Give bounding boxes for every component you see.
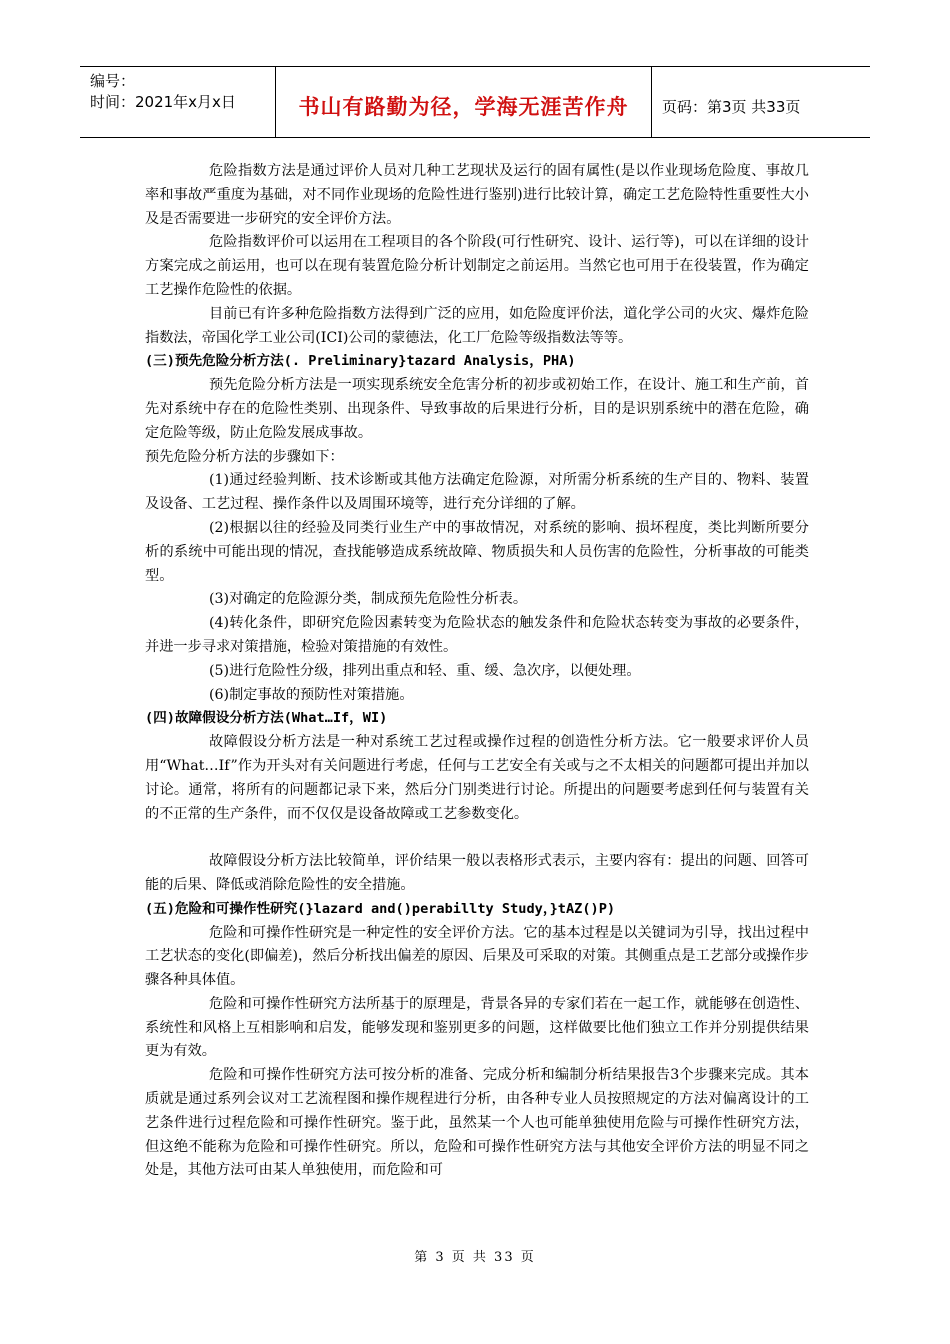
header-meta [80, 67, 276, 137]
section-heading: (四)故障假设分析方法(What…If，WI) [145, 710, 388, 727]
paragraph: 危险指数方法是通过评价人员对几种工艺现状及运行的固有属性(是以作业现场危险度、事故几率和事故严重度为基础，对不同作业现场的危险性进行鉴别)进行比较计算，确定工艺危险特性重要性大小及是否需要进一步研究的安全评价方法。 [145, 163, 809, 227]
paragraph: 预先危险分析方法是一项实现系统安全危害分析的初步或初始工作，在设计、施工和生产前，首先对系统中存在的危险性类别、出现条件、导致事故的后果进行分析，目的是识别系统中的潜在危险，确定危险等级，防止危险发展成事故。 [145, 377, 809, 441]
document-date-label: 时间：2021年x月x日 [90, 93, 236, 111]
page-footer: 第 3 页 共 33 页 [414, 1250, 536, 1265]
paragraph: 目前已有许多种危险指数方法得到广泛的应用，如危险度评价法，道化学公司的火灾、爆炸危险指数法，帝国化学工业公司(ICI)公司的蒙德法，化工厂危险等级指数法等等。 [145, 305, 809, 346]
paragraph: 危险指数评价可以运用在工程项目的各个阶段(可行性研究、设计、运行等)，可以在详细的设计方案完成之前运用，也可以在现有装置危险分析计划制定之前运用。当然它也可用于在役装置，作为确定工艺操作危险性的依据。 [145, 234, 809, 298]
paragraph: (6)制定事故的预防性对策措施。 [209, 686, 414, 703]
header-page-info: 页码：第3页 共33页 [662, 97, 801, 116]
paragraph: (5)进行危险性分级，排列出重点和轻、重、缓、急次序，以便处理。 [209, 662, 641, 679]
document-number-label: 编号： [90, 72, 136, 90]
paragraph: 故障假设分析方法比较简单，评价结果一般以表格形式表示，主要内容有：提出的问题、回答可能的后果、降低或消除危险性的安全措施。 [145, 853, 809, 893]
paragraph: 预先危险分析方法的步骤如下： [145, 448, 344, 465]
blank-line [145, 826, 809, 850]
header-motto: 书山有路勤为径，学海无涯苦作舟 [276, 67, 652, 137]
paragraph: (1)通过经验判断、技术诊断或其他方法确定危险源，对所需分析系统的生产目的、物料、装置及设备、工艺过程、操作条件以及周围环境等，进行充分详细的了解。 [145, 472, 809, 513]
section-heading: (五)危险和可操作性研究(}lazard and()perabillty Study，}tAZ()P) [145, 900, 616, 917]
paragraph: 危险和可操作性研究是一种定性的安全评价方法。它的基本过程是以关键词为引导，找出过程中工艺状态的变化(即偏差)，然后分析找出偏差的原因、后果及可采取的对策。其侧重点是工艺部分或操作步骤各种具体值。 [145, 924, 809, 989]
paragraph: (3)对确定的危险源分类，制成预先危险性分析表。 [209, 591, 528, 608]
body-text [145, 160, 809, 1183]
page-header [80, 66, 870, 138]
paragraph: 危险和可操作性研究方法可按分析的准备、完成分析和编制分析结果报告3个步骤来完成。其本质就是通过系列会议对工艺流程图和操作规程进行分析，由各种专业人员按照规定的方法对偏离设计的工艺条件进行过程危险和可操作性研究。鉴于此，虽然某一个人也可能单独使用危险与可操作性研究方法，但这绝不能称为危险和可操作性研究。所以，危险和可操作性研究方法与其他安全评价方法的明显不同之处是，其他方法可由某人单独使用，而危险和可 [145, 1067, 809, 1179]
paragraph: (4)转化条件，即研究危险因素转变为危险状态的触发条件和危险状态转变为事故的必要条件，并进一步寻求对策措施，检验对策措施的有效性。 [145, 615, 809, 655]
paragraph: 故障假设分析方法是一种对系统工艺过程或操作过程的创造性分析方法。它一般要求评价人员用“What…If”作为开头对有关问题进行考虑，任何与工艺安全有关或与之不太相关的问题都可提出并加以讨论。通常，将所有的问题都记录下来，然后分门别类进行讨论。所提出的问题要考虑到任何与装置有关的不正常的生产条件，而不仅仅是设备故障或工艺参数变化。 [145, 734, 809, 822]
paragraph: (2)根据以往的经验及同类行业生产中的事故情况，对系统的影响、损坏程度，类比判断所要分析的系统中可能出现的情况，查找能够造成系统故障、物质损失和人员伤害的危险性，分析事故的可能类型。 [145, 519, 809, 584]
section-heading: (三)预先危险分析方法(. Preliminary}tazard Analysis，PHA) [145, 353, 576, 370]
paragraph: 危险和可操作性研究方法所基于的原理是，背景各异的专家们若在一起工作，就能够在创造性、系统性和风格上互相影响和启发，能够发现和鉴别更多的问题，这样做要比他们独立工作并分别提供结果更为有效。 [145, 995, 809, 1060]
